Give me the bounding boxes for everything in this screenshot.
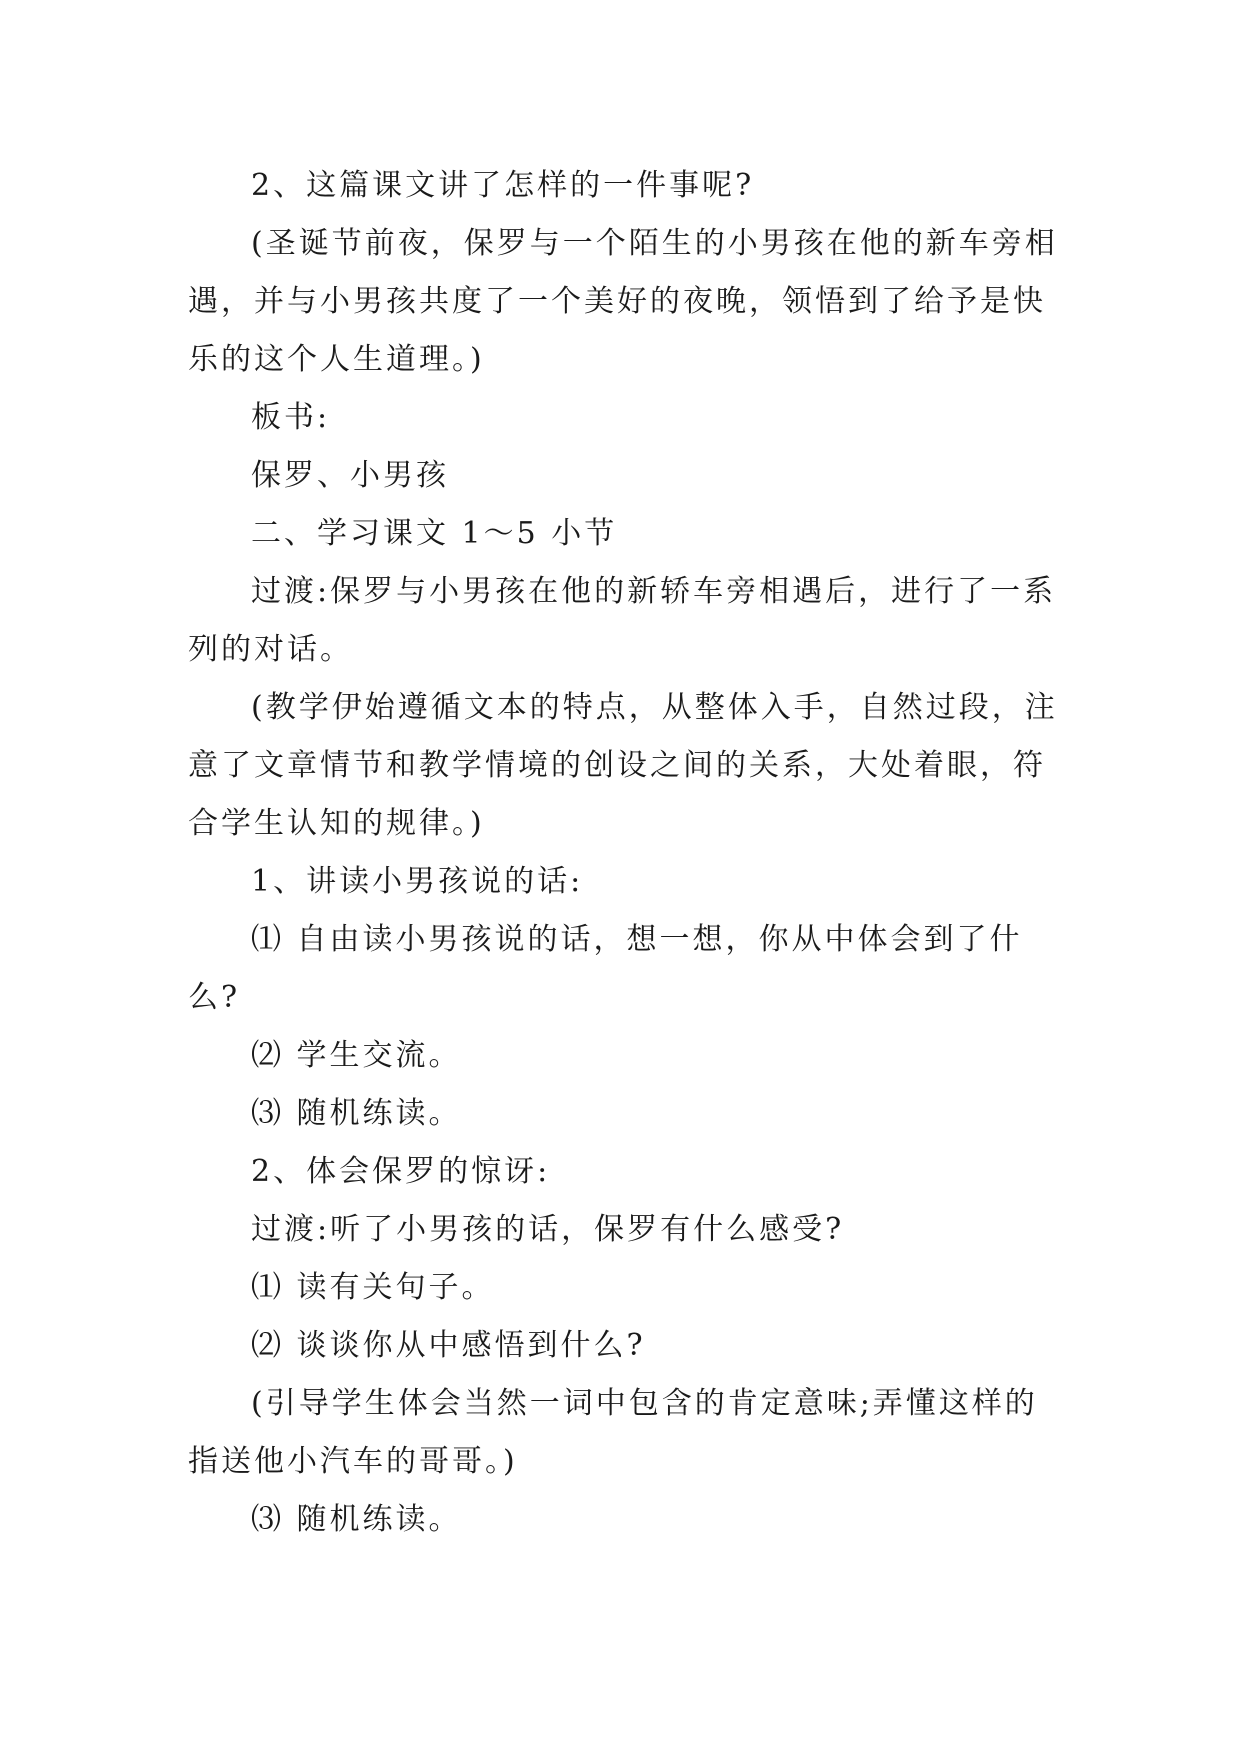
list-item-2-2: ⑵ 谈谈你从中感悟到什么?: [251, 1328, 646, 1363]
document-page: [188, 157, 1068, 1549]
list-item-2-1: ⑴ 读有关句子。: [251, 1270, 495, 1305]
paragraph-story-summary: (圣诞节前夜，保罗与一个陌生的小男孩在他的新车旁相遇，并与小男孩共度了一个美好的夜晚，领悟到了给予是快乐的这个人生道理。): [188, 226, 1058, 377]
subheading-read-boy-words: 1、讲读小男孩说的话:: [251, 864, 584, 899]
paragraph-transition-1: 过渡:保罗与小男孩在他的新轿车旁相遇后，进行了一系列的对话。: [188, 574, 1057, 667]
subheading-paul-surprise: 2、体会保罗的惊讶:: [251, 1154, 551, 1189]
paragraph-blackboard-content: 保罗、小男孩: [251, 458, 449, 493]
list-item-2-3: ⑶ 随机练读。: [251, 1502, 462, 1537]
section-heading-2: 二、学习课文 1～5 小节: [251, 516, 618, 551]
list-item-1-1: ⑴ 自由读小男孩说的话，想一想，你从中体会到了什么?: [188, 922, 1023, 1015]
paragraph-blackboard-label: 板书:: [251, 400, 331, 435]
list-item-1-2: ⑵ 学生交流。: [251, 1038, 462, 1073]
paragraph-teaching-note-2: (引导学生体会当然一词中包含的肯定意味;弄懂这样的指送他小汽车的哥哥。): [188, 1386, 1038, 1479]
paragraph-question-2: 2、这篇课文讲了怎样的一件事呢?: [251, 168, 755, 203]
paragraph-teaching-note-1: (教学伊始遵循文本的特点，从整体入手，自然过段，注意了文章情节和教学情境的创设之间的关系，大处着眼，符合学生认知的规律。): [188, 690, 1058, 841]
list-item-1-3: ⑶ 随机练读。: [251, 1096, 462, 1131]
paragraph-transition-2: 过渡:听了小男孩的话，保罗有什么感受?: [251, 1212, 845, 1247]
